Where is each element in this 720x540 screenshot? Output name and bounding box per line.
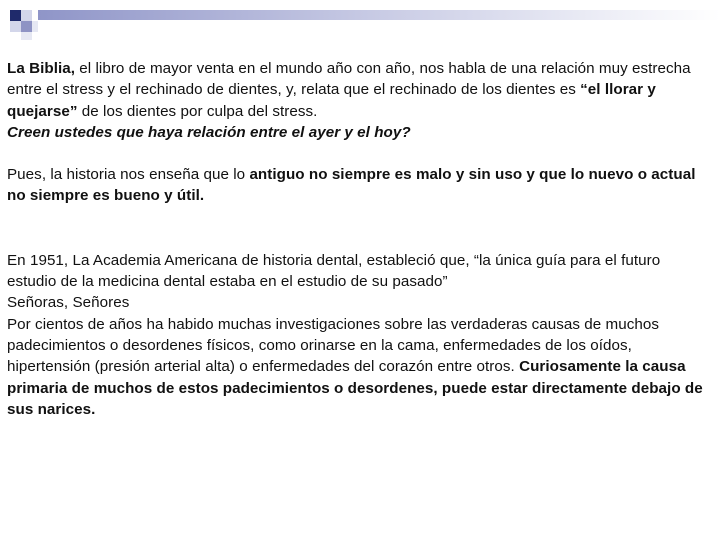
deco-square-mid: [21, 10, 32, 21]
deco-square-light-c: [21, 32, 32, 40]
greeting-line: Señoras, Señores: [7, 294, 130, 312]
corner-decoration: [0, 0, 720, 46]
investigaciones-end: .: [91, 400, 96, 418]
question-text: Creen ustedes que haya relación entre el ayer y el hoy?: [7, 123, 411, 141]
deco-square-light-a: [10, 21, 21, 32]
deco-square-dark: [10, 10, 21, 21]
investigaciones-bold: Curiosamente la causa primaria de muchos de estos padecimientos o desordenes, puede estar directamente debajo de sus narices: [7, 358, 703, 418]
paragraph-biblia: [7, 58, 713, 122]
historia-end: .: [199, 187, 205, 205]
biblia-text-1: el libro de mayor venta en el mundo año con año, nos habla de una relación muy estrecha entre el stress y el rechinado de dientes, y, relata que el rechinado de los dientes es: [7, 60, 691, 99]
paragraph-investigaciones: [7, 314, 713, 420]
deco-square-mid-b: [21, 21, 32, 32]
gradient-bar: [38, 10, 720, 20]
investigaciones-text: Por cientos de años ha habido muchas investigaciones sobre las verdaderas causas de muchos padecimientos o desordenes físicos, como orinarse en la cama, enfermedades de los oídos, hipertensión (presión arterial alta) o enfermedades del corazón entre otros.: [7, 315, 660, 376]
historia-bold: antiguo no siempre es malo y sin uso y que lo nuevo o actual no siempre es bueno y útil: [7, 166, 696, 205]
paragraph-historia: [7, 164, 713, 207]
paragraph-academia: En 1951, La Academia Americana de historia dental, estableció que, “la única guía para el futuro estudio de la medicina dental estaba en el estudio de su pasado”: [7, 251, 661, 291]
biblia-text-2: de los dientes por culpa del stress.: [77, 102, 318, 120]
slide-body: [7, 58, 713, 420]
deco-square-light-b: [32, 21, 38, 32]
biblia-quote: “el llorar y quejarse”: [7, 81, 656, 120]
biblia-lead: La Biblia,: [7, 60, 76, 77]
historia-text: Pues, la historia nos enseña que lo: [7, 166, 250, 184]
question-line: [7, 122, 713, 143]
